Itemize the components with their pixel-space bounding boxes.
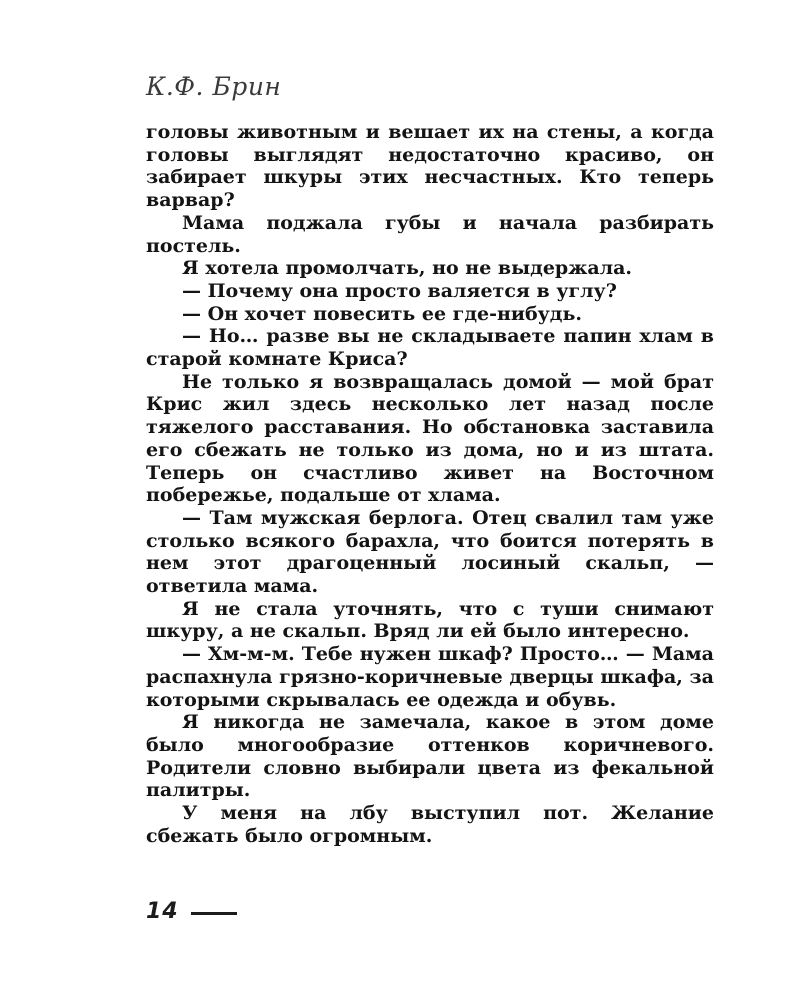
paragraph-12: У меня на лбу выступил пот. Желание сбежать было огромным. (146, 802, 714, 847)
paragraph-1: головы животным и вешает их на стены, а когда головы выглядят недостаточно красиво, он забирает шкуры этих несчастных. Кто теперь варвар? (146, 121, 714, 212)
body-text (146, 121, 714, 848)
paragraph-4: — Почему она просто валяется в углу? (182, 279, 617, 302)
footer-rule (191, 912, 237, 915)
paragraph-6: — Но… разве вы не складываете папин хлам в старой комнате Криса? (146, 325, 714, 371)
page-number: 14 (146, 898, 179, 924)
paragraph-5: — Он хочет повесить ее где-нибудь. (182, 302, 582, 325)
page-footer (146, 898, 237, 924)
paragraph-11: Я никогда не замечала, какое в этом доме было многообразие оттенков коричневого. Родители словно выбирали цвета из фекальной палитры. (146, 711, 714, 802)
paragraph-10: — Хм-м-м. Тебе нужен шкаф? Просто… — Мама распахнула грязно-коричневые дверцы шкафа, за которыми скрывалась ее одежда и обувь. (146, 643, 714, 711)
paragraph-3: Я хотела промолчать, но не выдержала. (182, 257, 633, 280)
paragraph-7: Не только я возвращалась домой — мой брат Крис жил здесь несколько лет назад после тяжелого расставания. Но обстановка заставила его сбежать не только из дома, но и из штата. Теперь он счастливо живет на Восточном побережье, подальше от хлама. (146, 370, 714, 507)
paragraph-9: Я не стала уточнять, что с туши снимают шкуру, а не скальп. Вряд ли ей было интересно. (146, 597, 714, 643)
paragraph-2: Мама поджала губы и начала разбирать постель. (146, 211, 714, 257)
running-header-author: К.Ф. Брин (146, 72, 282, 101)
paragraph-8: — Там мужская берлога. Отец свалил там уже столько всякого барахла, что боится потерять в нем этот драгоценный лосиный скальп, — ответила мама. (146, 506, 714, 598)
